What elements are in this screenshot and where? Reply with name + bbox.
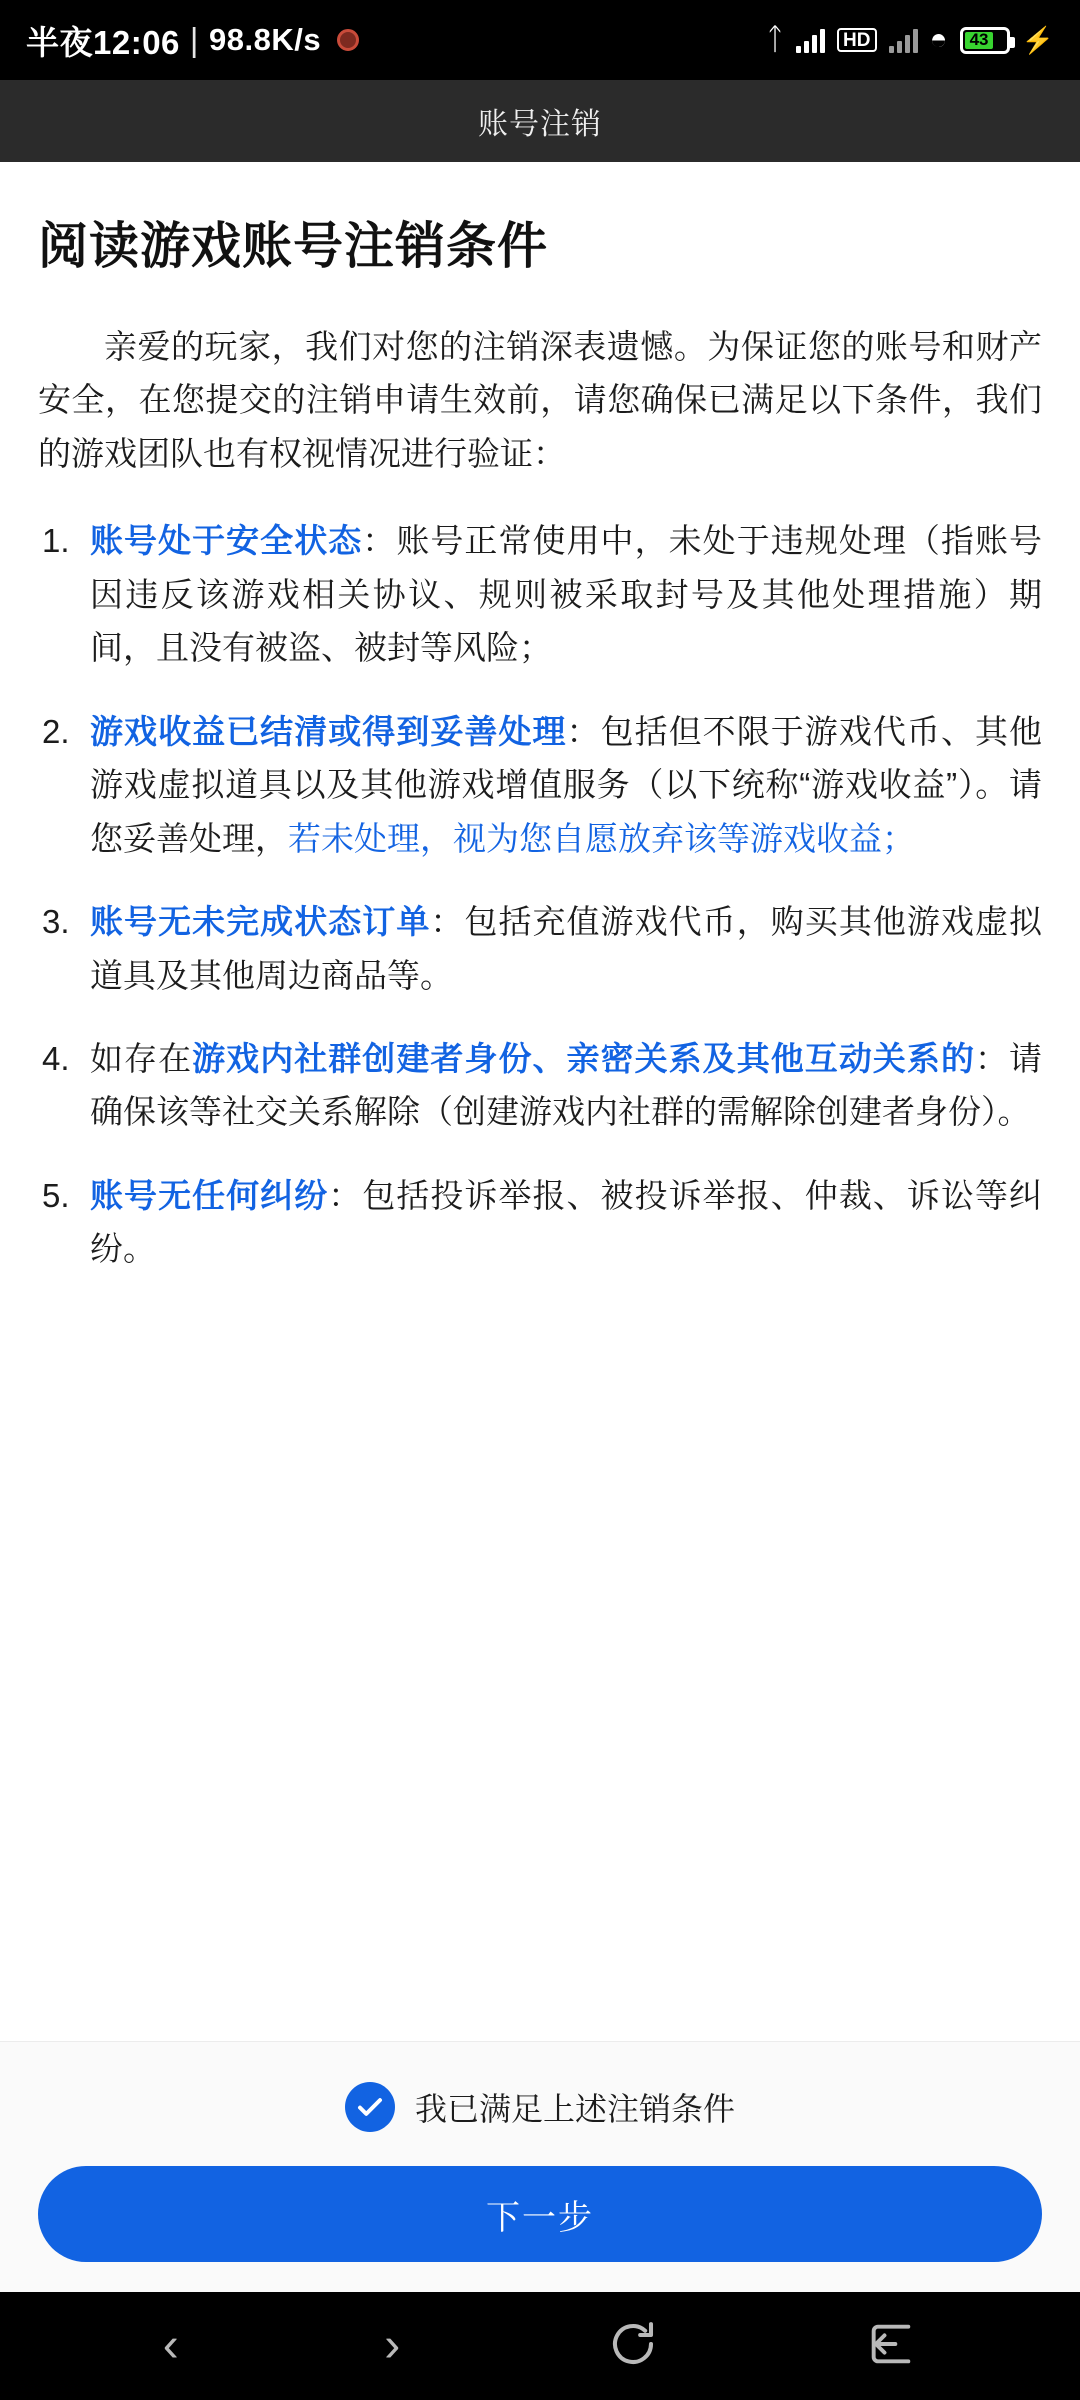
status-time: 半夜12:06 [26, 23, 180, 61]
agree-label[interactable]: 我已满足上述注销条件 [414, 2091, 735, 2127]
condition-5-lead: 账号无任何纠纷 [90, 1176, 329, 1214]
record-dot-icon [337, 29, 359, 51]
battery-level: 43 [965, 32, 994, 49]
condition-2-lead: 游戏收益已结清或得到妥善处理 [90, 712, 567, 750]
status-bar-right [766, 25, 1054, 56]
condition-3-rest: ：包括充值游戏代币，购买其他游戏虚拟道具及其他周边商品等。 [90, 903, 1043, 994]
wifi-icon: ◓ [929, 23, 948, 56]
condition-3-lead: 账号无未完成状态订单 [90, 903, 431, 941]
condition-2-link[interactable]: 若未处理，视为您自愿放弃该等游戏收益； [288, 819, 915, 857]
condition-1-rest: ：账号正常使用中，未处于违规处理（指账号因违反该游戏相关协议、规则被采取封号及其他处理措施）期间，且没有被盗、被封等风险； [90, 522, 1043, 667]
chevron-left-icon[interactable]: ‹ [162, 2319, 179, 2372]
condition-4-rest: ：请确保该等社交关系解除（创建游戏内社群的需解除创建者身份）。 [90, 1039, 1043, 1131]
agree-row[interactable] [38, 2082, 1042, 2132]
condition-4-lead: 游戏内社群创建者身份、亲密关系及其他互动关系的 [192, 1039, 975, 1077]
intro-paragraph: 亲爱的玩家，我们对您的注销深表遗憾。为保证您的账号和财产安全，在您提交的注销申请生效前，请您确保已满足以下条件，我们的游戏团队也有权视情况进行验证： [38, 328, 1042, 472]
condition-2-rest: ：包括但不限于游戏代币、其他游戏虚拟道具以及其他游戏增值服务（以下统称“游戏收益”）。请您妥善处理， [90, 712, 1043, 857]
status-network-speed: 98.8K/s [208, 22, 322, 57]
list-item [38, 895, 1042, 1002]
conditions-list [38, 514, 1042, 1275]
condition-4-prefix: 如存在 [90, 1039, 193, 1077]
content-area [0, 162, 1080, 2041]
status-bar [0, 0, 1080, 80]
bottom-action-bar [0, 2041, 1080, 2292]
hd-icon: HD [837, 28, 876, 52]
reload-icon[interactable] [606, 2317, 660, 2376]
condition-5-rest: ：包括投诉举报、被投诉举报、仲裁、诉讼等纠纷。 [90, 1176, 1043, 1268]
page-title: 阅读游戏账号注销条件 [38, 218, 548, 274]
exit-icon[interactable] [865, 2318, 917, 2375]
list-item [38, 1032, 1042, 1139]
status-bar-left [26, 17, 359, 64]
title-bar [0, 80, 1080, 162]
next-button[interactable]: 下一步 [38, 2166, 1042, 2262]
battery-icon [960, 27, 1010, 54]
check-circle-icon[interactable] [345, 2082, 395, 2132]
condition-1-lead: 账号处于安全状态 [90, 522, 363, 560]
lightning-bolt-icon: ⚡ [1021, 24, 1054, 55]
status-separator: | [189, 21, 199, 58]
system-nav-bar [0, 2292, 1080, 2400]
list-item [38, 1169, 1042, 1276]
list-item [38, 705, 1042, 865]
signal-bars-icon [796, 27, 825, 53]
chevron-right-icon[interactable]: › [384, 2319, 401, 2372]
list-item [38, 514, 1042, 674]
bluetooth-icon: ᛏ [766, 23, 785, 56]
signal-bars-dim-icon [889, 27, 918, 53]
page-header-title: 账号注销 [478, 108, 602, 141]
